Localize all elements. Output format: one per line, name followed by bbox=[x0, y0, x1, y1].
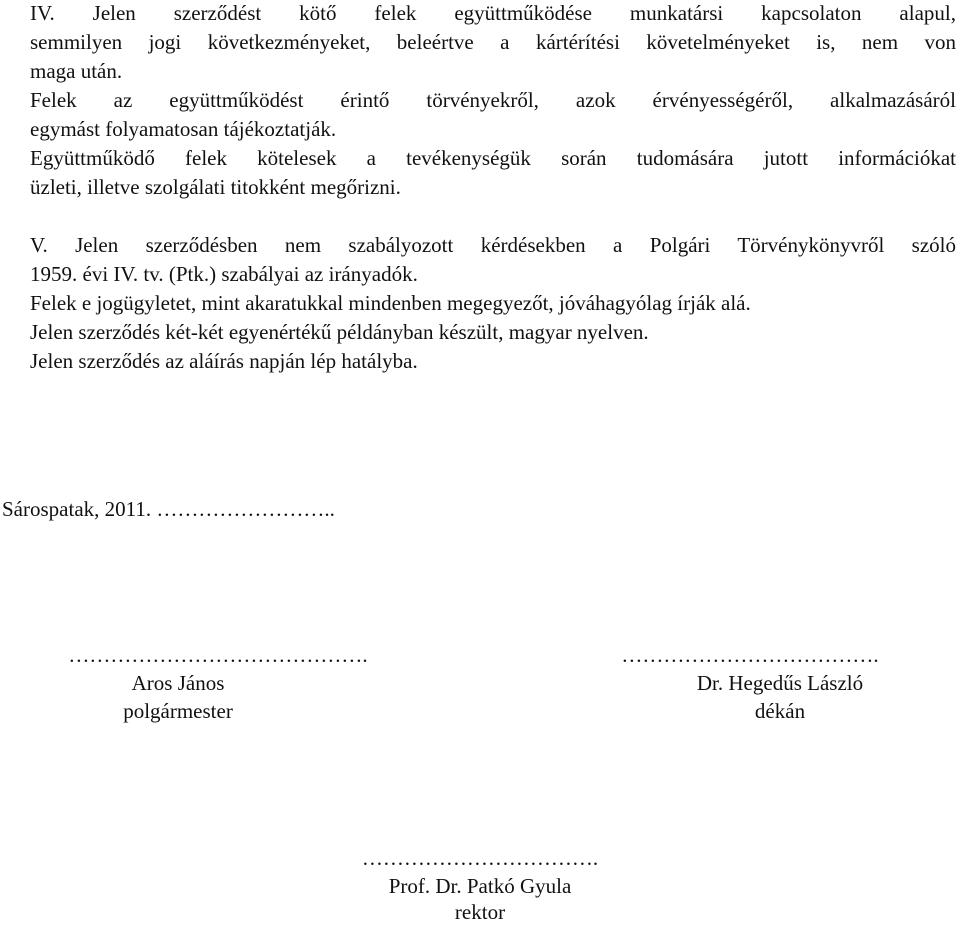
section-iv-line-1: IV. Jelen szerződést kötő felek együttműködése munkatársi kapcsolaton alapul, bbox=[30, 1, 956, 25]
signatory-name-left: Aros János bbox=[131, 671, 225, 695]
signature-line-right: ………………………………. bbox=[621, 643, 879, 667]
signatory-title-right: dékán bbox=[754, 699, 806, 723]
place-date: Sárospatak, 2011. …………………….. bbox=[2, 497, 335, 521]
section-iv-line-2: semmilyen jogi következményeket, beleértve a kártérítési követelményeket is, nem von bbox=[30, 30, 956, 54]
section-iv-line-6: Együttműködő felek kötelesek a tevékenységük során tudomására jutott információkat bbox=[30, 146, 956, 170]
section-iv-line-4: Felek az együttműködést érintő törvényekről, azok érvényességéről, alkalmazásáról bbox=[30, 88, 956, 112]
signatory-title-bottom: rektor bbox=[454, 900, 506, 924]
signatory-title-left: polgármester bbox=[123, 699, 233, 723]
section-iv-line-3: maga után. bbox=[30, 59, 123, 83]
signature-line-left: ……………………………………. bbox=[68, 643, 368, 667]
signatory-name-bottom: Prof. Dr. Patkó Gyula bbox=[388, 874, 572, 898]
section-iv-line-5: egymást folyamatosan tájékoztatják. bbox=[30, 117, 337, 141]
section-v-line-5: Jelen szerződés az aláírás napján lép hatályba. bbox=[30, 349, 418, 373]
section-v-line-1: V. Jelen szerződésben nem szabályozott kérdésekben a Polgári Törvénykönyvről szóló bbox=[30, 233, 956, 257]
signatory-name-right: Dr. Hegedűs László bbox=[696, 671, 864, 695]
section-v-line-2: 1959. évi IV. tv. (Ptk.) szabályai az irányadók. bbox=[30, 262, 418, 286]
section-v-line-4: Jelen szerződés két-két egyenértékű példányban készült, magyar nyelven. bbox=[30, 320, 649, 344]
section-iv-line-7: üzleti, illetve szolgálati titokként megőrizni. bbox=[30, 175, 401, 199]
signature-line-bottom: ……………………………. bbox=[361, 846, 599, 870]
section-v-line-3: Felek e jogügyletet, mint akaratukkal mindenben megegyezőt, jóváhagyólag írják alá. bbox=[30, 291, 751, 315]
